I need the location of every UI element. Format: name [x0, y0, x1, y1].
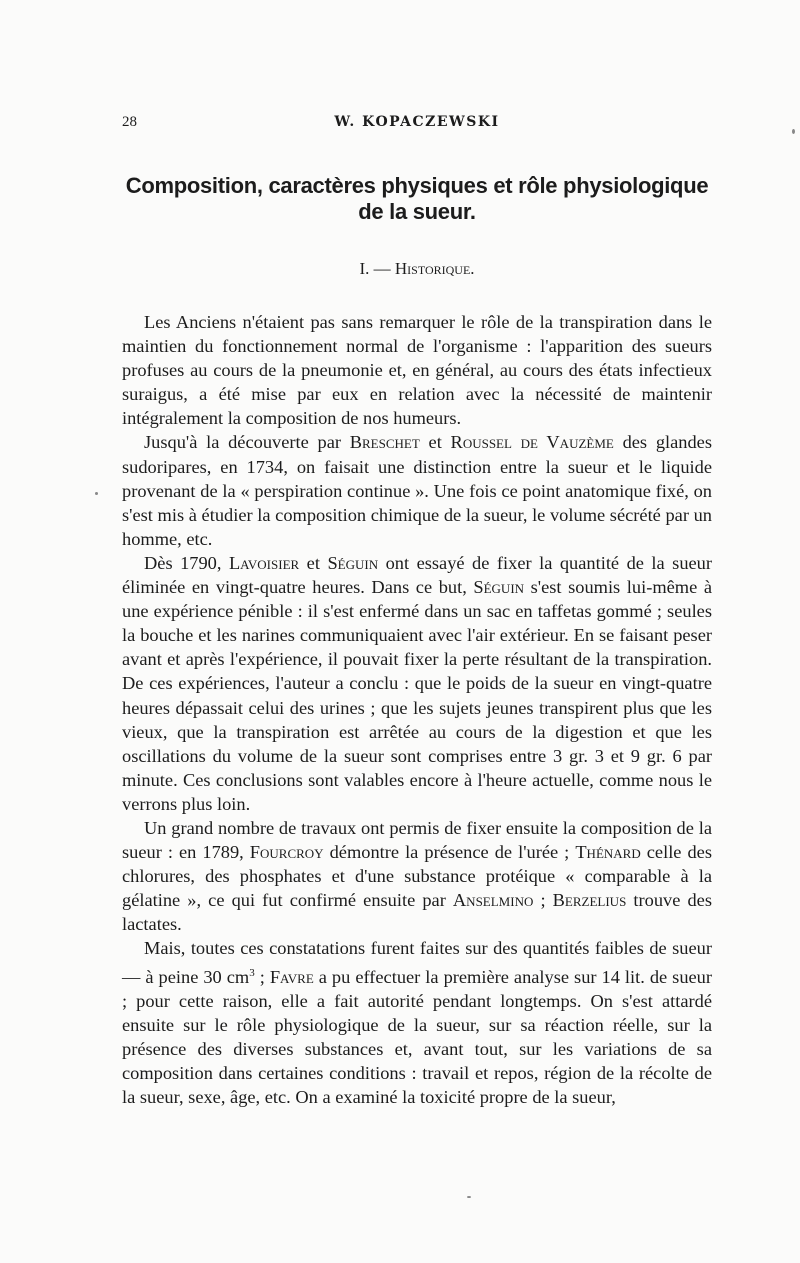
page-number: 28 [122, 114, 137, 130]
author-name-seguin: Séguin [473, 577, 525, 598]
article-title-line-2: de la sueur. [358, 199, 476, 224]
paragraph-1: Les Anciens n'étaient pas sans remarquer le rôle de la transpiration dans le maintien du fonctionnement normal de l'organisme : l'apparition des sueurs profuses au cours de la pneumonie et, en général, au cours des états infectieux suraigus, a été mise par eux en relation avec la nécessité de maintenir intégralement la composition de nos humeurs. [122, 312, 712, 429]
body-text [122, 310, 712, 1109]
author-name-lavoisier: Lavoisier [228, 552, 300, 573]
paragraph-2 [122, 430, 712, 550]
article-title-line-1: Composition, caractères physiques et rôle physiologique [125, 173, 709, 198]
author-name-roussel: Roussel de Vauzème [450, 432, 614, 453]
paragraph-4 [122, 816, 712, 936]
text-run: trouve des lactates. [122, 890, 712, 935]
text-run: a pu effectuer la première analyse sur 14 lit. de sueur ; pour cette raison, elle a fait autorité pendant longtemps. On s'est attardé ensuite sur le rôle physiologique de la sueur, sur sa réaction réelle, sur la présence des diverses substances et, avant tout, sur les variations de sa composition dans certaines conditions : travail et repos, région de la récolte de la sueur, sexe, âge, etc. On a examiné la toxicité propre de la sueur, [122, 966, 713, 1108]
text-run: des glandes sudoripares, en 1734, on faisait une distinction entre la sueur et le liquide provenant de la « perspiration continue ». Une fois ce point anatomique fixé, on s'est mis à étudier la composition chimique de la sueur, le volume sécrété par un homme, etc. [122, 432, 713, 549]
author-name-favre: Favre [269, 966, 314, 987]
text-run: Mais, toutes ces constatations furent faites sur des quantités faibles de sueur — à peine 30 cm [122, 938, 712, 987]
text-run: Un grand nombre de travaux ont permis de fixer ensuite la composition de la sueur : en 1789, [122, 817, 712, 863]
author-name-breschet: Breschet [349, 432, 420, 453]
author-name-thenard: Thénard [575, 842, 641, 863]
author-name-berzelius: Berzelius [552, 890, 627, 911]
scan-speck [792, 129, 795, 134]
scan-speck [95, 492, 98, 495]
text-run: ont essayé de fixer la quantité de la sueur éliminée en vingt-quatre heures. Dans ce but, [122, 552, 712, 598]
paragraph-3 [122, 551, 712, 816]
text-run: ; [254, 966, 270, 987]
text-run: démontre la présence de l'urée ; [323, 842, 576, 863]
scan-speck [467, 1196, 471, 1198]
section-name: Historique. [394, 259, 475, 278]
text-run: et [299, 552, 328, 573]
author-name-fourcroy: Fourcroy [249, 842, 324, 863]
author-name-seguin: Séguin [327, 552, 379, 573]
text-run: s'est soumis lui-même à une expérience pénible : il s'est enfermé dans un sac en taffetas gommé ; seules la bouche et les narines communiquaient avec l'air extérieur. En se faisant peser avant et après l'expérience, il pouvait fixer la perte résultant de la transpiration. De ces expériences, l'auteur a conclu : que le poids de la sueur en vingt-quatre heures dépassait celui des urines ; que les sujets jeunes transpirent plus que les vieux, que la transpiration est arrêtée au cours de la digestion et que les oscillations du volume de la sueur sont comprises entre 3 gr. 3 et 9 gr. 6 par minute. Ces conclusions sont valables encore à l'heure actuelle, comme nous le verrons plus loin. [122, 577, 712, 814]
section-heading [122, 259, 712, 279]
text-run: et [419, 432, 451, 453]
author-name-anselmino: Anselmino [452, 890, 534, 911]
section-number: I. — [359, 259, 391, 278]
superscript: 3 [249, 966, 255, 979]
article-title [122, 173, 712, 225]
running-head [122, 114, 712, 138]
running-head-author: W. KOPACZEWSKI [334, 114, 500, 130]
text-run: Dès 1790, [144, 552, 229, 573]
paragraph-5 [122, 936, 712, 1109]
text-run: celle des chlorures, des phosphates et d'une substance protéique « comparable à la gélatine », ce qui fut confirmé ensuite par [122, 842, 713, 911]
text-run: Jusqu'à la découverte par [144, 432, 350, 453]
text-run: ; [533, 890, 553, 911]
